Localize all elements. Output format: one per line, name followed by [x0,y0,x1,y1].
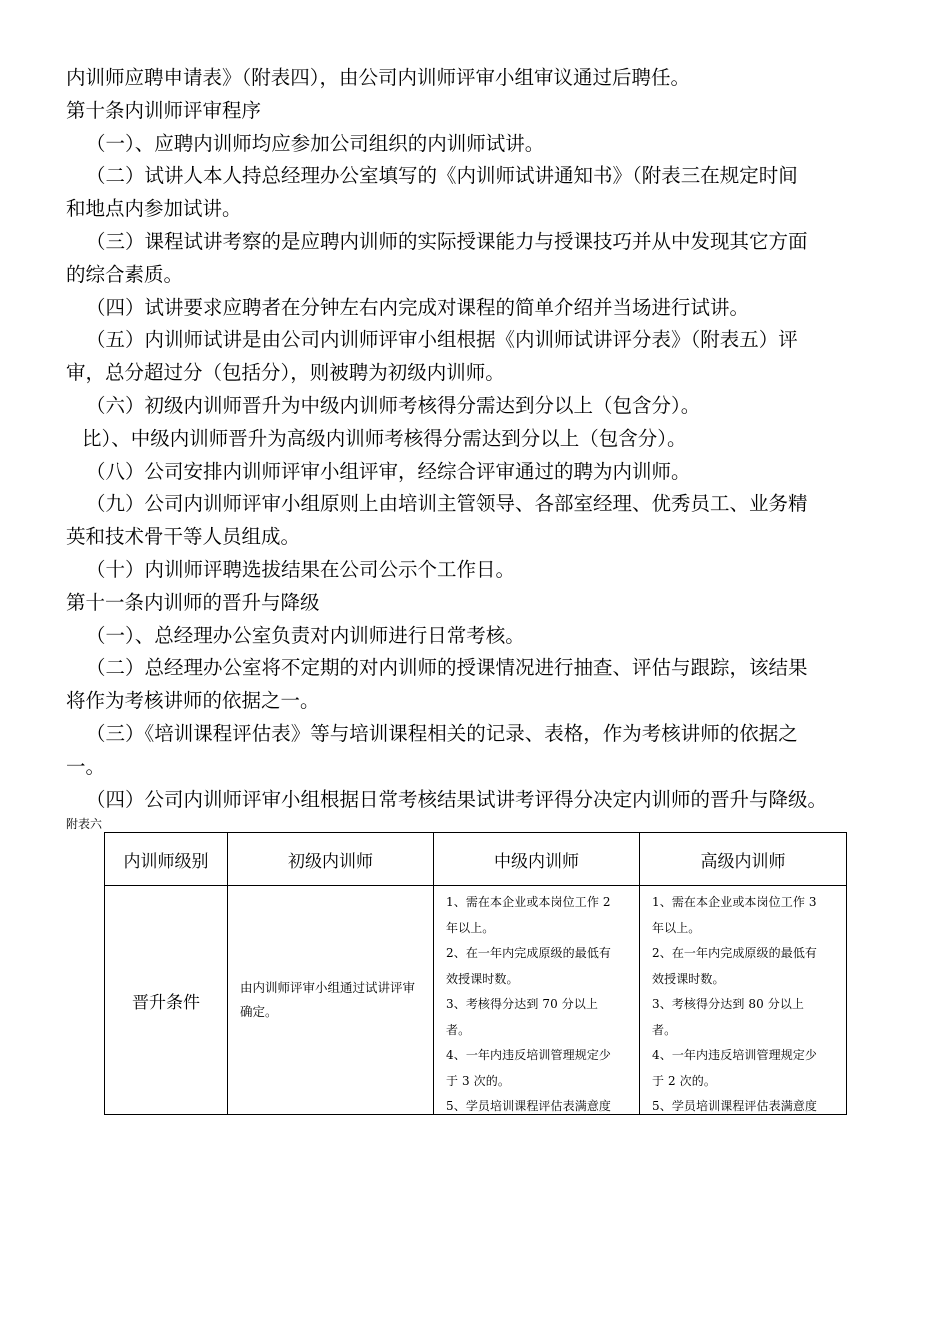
condition-line: 4、一年内违反培训管理规定少 [652,1048,818,1062]
junior-condition: 由内训师评审小组通过试讲评审确定。 [228,886,434,1115]
table-row [105,886,847,1115]
header-level: 内训师级别 [105,833,228,886]
article-body [66,62,886,816]
paragraph-line: （五）内训师试讲是由公司内训师评审小组根据《内训师试讲评分表》（附表五）评 [86,328,798,352]
paragraph-line: （三）课程试讲考察的是应聘内训师的实际授课能力与授课技巧并从中发现其它方面 [86,229,808,253]
paragraph-line: 审，总分超过分（包括分），则被聘为初级内训师。 [66,361,505,385]
paragraph-line: 一。 [66,754,106,778]
condition-line: 者。 [652,1022,677,1037]
mid-conditions [434,886,640,1115]
paragraph-line: 的综合素质。 [66,262,184,286]
paragraph-line: （十）内训师评聘选拔结果在公司公示个工作日。 [86,557,516,581]
condition-line: 3、考核得分达到 70 分以上 [446,997,599,1011]
condition-line: 5、学员培训课程评估表满意度 [446,1099,612,1112]
paragraph-line: 将作为考核讲师的依据之一。 [66,689,320,713]
paragraph-line: （一）、总经理办公室负责对内训师进行日常考核。 [86,623,525,647]
condition-line: 于 3 次的。 [446,1073,510,1088]
paragraph-line: （四）试讲要求应聘者在分钟左右内完成对课程的简单介绍并当场进行试讲。 [86,295,750,319]
condition-line: 2、在一年内完成原级的最低有 [652,946,818,960]
condition-line: 2、在一年内完成原级的最低有 [446,946,612,960]
paragraph-line: （二）试讲人本人持总经理办公室填写的《内训师试讲通知书》（附表三在规定时间 [86,164,798,188]
promotion-table [104,832,847,1115]
section-heading: 第十条内训师评审程序 [66,98,262,122]
paragraph-line: （四）公司内训师评审小组根据日常考核结果试讲考评得分决定内训师的晋升与降级。 [86,787,828,811]
paragraph-line: 英和技术骨干等人员组成。 [66,525,301,549]
condition-line: 于 2 次的。 [652,1073,716,1088]
condition-line: 1、需在本企业或本岗位工作 3 [652,895,817,909]
paragraph-line: （八）公司安排内训师评审小组评审，经综合评审通过的聘为内训师。 [86,459,691,483]
paragraph-line: （六）初级内训师晋升为中级内训师考核得分需达到分以上（包含分）。 [86,393,701,417]
condition-line: 效授课时数。 [652,971,725,986]
condition-line: 效授课时数。 [446,971,519,986]
header-mid: 中级内训师 [434,833,640,886]
paragraph-line: 比）、中级内训师晋升为高级内训师考核得分需达到分以上（包含分）。 [82,426,687,450]
condition-line: 1、需在本企业或本岗位工作 2 [446,895,611,909]
condition-line: 5、学员培训课程评估表满意度 [652,1099,818,1112]
paragraph-line: （一）、应聘内训师均应参加公司组织的内训师试讲。 [86,131,545,155]
condition-line: 年以上。 [446,920,495,935]
row-label: 晋升条件 [105,886,228,1115]
condition-line: 4、一年内违反培训管理规定少 [446,1048,612,1062]
table-caption: 附表六 [66,817,103,831]
header-junior: 初级内训师 [228,833,434,886]
table-header-row [105,833,847,886]
condition-line: 者。 [446,1022,471,1037]
condition-line: 年以上。 [652,920,701,935]
condition-line: 3、考核得分达到 80 分以上 [652,997,805,1011]
paragraph-line: 和地点内参加试讲。 [66,197,242,221]
paragraph-line: （二）总经理办公室将不定期的对内训师的授课情况进行抽查、评估与跟踪，该结果 [86,656,808,680]
section-heading: 第十一条内训师的晋升与降级 [66,590,320,614]
paragraph-line: （三）《培训课程评估表》等与培训课程相关的记录、表格，作为考核讲师的依据之 [86,721,798,745]
senior-conditions [640,886,847,1115]
paragraph-line: 内训师应聘申请表》（附表四），由公司内训师评审小组审议通过后聘任。 [66,66,691,89]
paragraph-line: （九）公司内训师评审小组原则上由培训主管领导、各部室经理、优秀员工、业务精 [86,492,808,516]
header-senior: 高级内训师 [640,833,847,886]
